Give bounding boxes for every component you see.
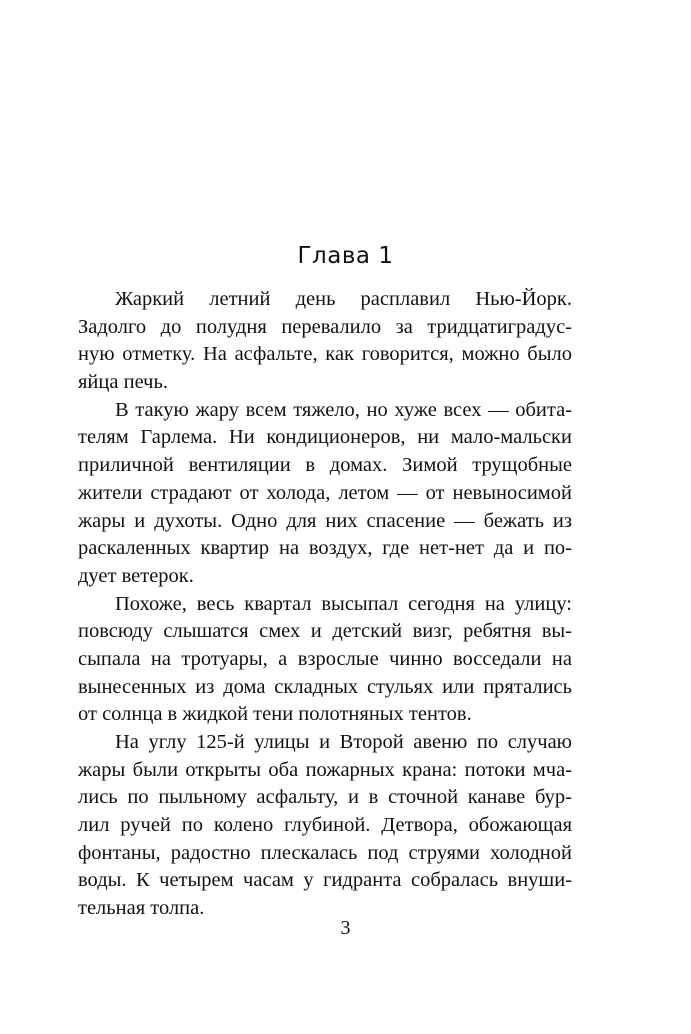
text-line: Похоже, весь квартал высыпал сегодня на улицу: <box>115 592 572 615</box>
text-line: повсюду слышатся смех и детский визг, ребятня вы- <box>78 620 572 643</box>
text-line: лил ручей по колено глубиной. Детвора, обожающая <box>78 814 572 837</box>
text-line: жители страдают от холода, летом — от невыносимой <box>78 481 572 504</box>
text-line: жары и духоты. Одно для них спасение — бежать из <box>78 509 572 532</box>
text-line: дует ветерок. <box>78 564 194 587</box>
text-line: фонтаны, радостно плескалась под струями холодной <box>78 841 572 864</box>
text-line: тельная толпа. <box>78 897 205 920</box>
text-line: В такую жару всем тяжело, но хуже всех — обита- <box>115 398 572 421</box>
text-line: воды. К четырем часам у гидранта собралась внуши- <box>78 869 572 892</box>
text-line: раскаленных квартир на воздух, где нет-нет да и по- <box>78 537 572 560</box>
chapter-title: Глава 1 <box>297 243 394 269</box>
text-line: ную отметку. На асфальте, как говорится, можно было <box>78 343 572 366</box>
text-line: от солнца в жидкой тени полотняных тентов. <box>78 703 472 726</box>
text-line: сыпала на тротуары, а взрослые чинно восседали на <box>78 647 572 670</box>
text-line: яйца печь. <box>78 371 168 394</box>
chapter-text <box>78 286 572 923</box>
text-line: На углу 125-й улицы и Второй авеню по случаю <box>115 731 572 753</box>
text-line: вынесенных из дома складных стульях или прятались <box>78 675 572 698</box>
text-line: телям Гарлема. Ни кондиционеров, ни мало-мальски <box>78 426 572 449</box>
text-line: приличной вентиляции в домах. Зимой трущобные <box>78 454 572 477</box>
text-line: лись по пыльному асфальту, и в сточной канаве бур- <box>78 786 572 809</box>
text-line: жары были открыты оба пожарных крана: потоки мча- <box>78 758 572 781</box>
page-number: 3 <box>340 917 351 939</box>
text-line: Жаркий летний день расплавил Нью-Йорк. <box>115 288 572 310</box>
text-line: Задолго до полудня перевалило за тридцатиградус- <box>78 315 572 338</box>
